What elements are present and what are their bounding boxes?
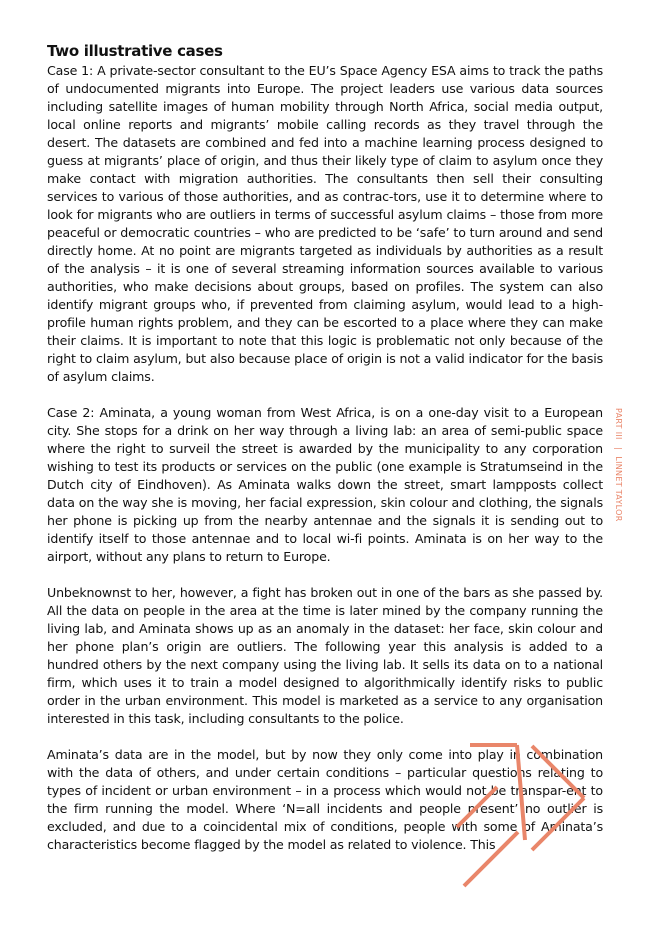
case2-text: Aminata, a young woman from West Africa, is on a one-day visit to a European city. She stops for a drink on her way through a living lab: an area of semi-public space where the right to surveil the street is awarded by the municipality to any corporation wishing to test its products or services on the public (one example is Stratumseind in the Dutch city of Eindhoven). As Aminata walks down the street, smart lampposts collect data on the way she is moving, her facial expression, skin colour and clothing, the signals her phone is picking up from the nearby antennae and the signals it is sending out to identify itself to those antennae and to local wi-fi points. Aminata is on her way to the airport, without any plans to return to Europe. (47, 405, 604, 564)
case1-text: A private-sector consultant to the EU’s Space Agency ESA aims to track the paths of undocumented migrants into Europe. The project leaders use various data sources including satellite images of human mobility through North Africa, social media output, local online reports and migrants’ mobile calling records as they travel through the desert. The datasets are combined and fed into a machine learning process designed to guess at migrants’ place of origin, and thus their likely type of claim to asylum once they make contact with migration authorities. The consultants then sell their consulting services to various of those authorities, and as contrac-tors, use it to determine where to look for migrants who are outliers in terms of successful asylum claims – those from more peaceful or democratic countries – who are predicted to be ‘safe’ to turn around and send directly home. At no point are migrants targeted as individuals by authorities as a result of the analysis – it is one of several streaming information sources available to various authorities, who make decisions about groups, based on profiles. The system can also identify migrant groups who, if prevented from claiming asylum, would lead to a high-profile human rights problem, and they can be escorted to a place where they can make their claims. It is important to note that this logic is problematic not only because of the right to claim asylum, but also because place of origin is not a valid indicator for the basis of asylum claims. (47, 63, 603, 384)
body-content (47, 40, 603, 872)
paragraph-4: Aminata’s data are in the model, but by now they only come into play in combination with the data of others, and under certain conditions – particular questions relating to types of incident or urban environment – in a process which would not be transpar-ent to the firm running the model. Where ‘N=all incidents and people present’ no outlier is excluded, and due to a coincidental mix of conditions, people with some of Aminata’s characteristics become flagged by the model as related to violence. This (47, 747, 603, 852)
separator: | (614, 446, 623, 450)
case1-paragraph (47, 62, 603, 386)
running-header-vertical (614, 408, 623, 522)
section-heading: Two illustrative cases (47, 42, 223, 60)
part-label: PART III (614, 408, 623, 440)
case1-label: Case 1: (47, 63, 94, 78)
paragraph-3: Unbeknownst to her, however, a fight has broken out in one of the bars as she passed by. All the data on people in the area at the time is later mined by the company running the living lab, and Aminata shows up as an anomaly in the dataset: her face, skin colour and her phone plan’s origin are outliers. The following year this analysis is added to a hundred others by the next company using the living lab. It sells its data on to a national firm, which uses it to train a model designed to algorithmically identify risks to public order in the urban environment. This model is marketed as a service to any organisation interested in this task, including consultants to the police. (47, 585, 603, 726)
case2-label: Case 2: (47, 405, 95, 420)
author-label: LINNET TAYLOR (614, 456, 623, 522)
case2-paragraph (47, 404, 603, 566)
